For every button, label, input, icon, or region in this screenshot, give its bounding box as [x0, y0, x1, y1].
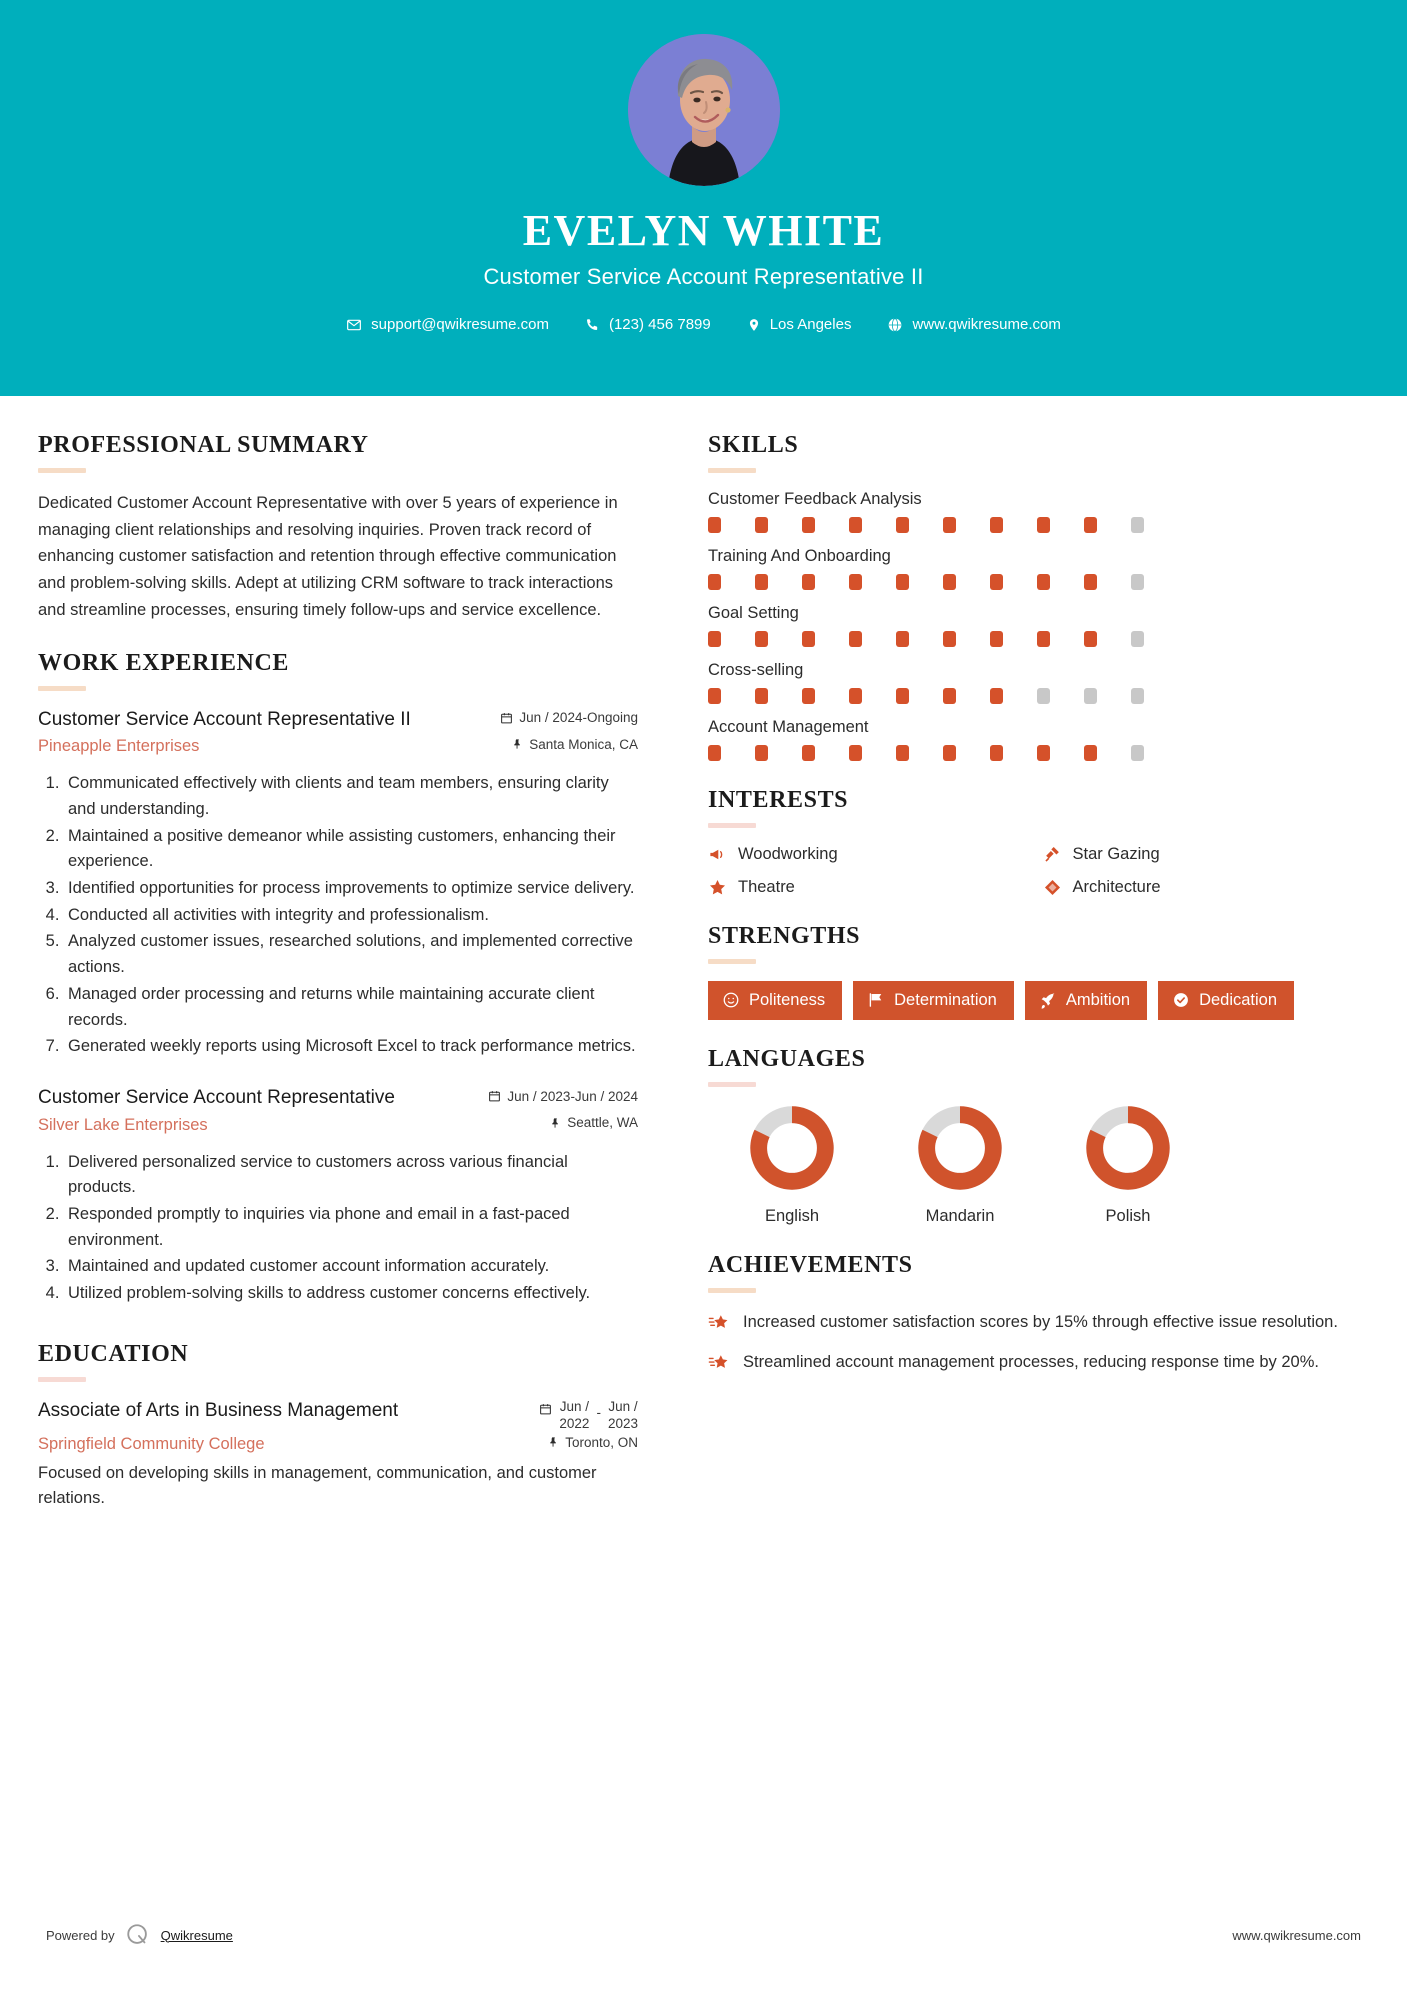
education-location-text: Toronto, ON — [565, 1434, 638, 1450]
skill-dot — [708, 688, 721, 704]
skill-rating — [708, 574, 1369, 590]
job-location-text: Santa Monica, CA — [529, 736, 638, 752]
interest-item — [1043, 845, 1370, 864]
skill-rating — [708, 517, 1369, 533]
skill-name: Cross-selling — [708, 661, 804, 679]
education-date-end — [608, 1399, 638, 1433]
job-location — [512, 737, 638, 752]
page-footer — [0, 1922, 1407, 1948]
skill-dot — [1037, 574, 1050, 590]
skill-dot — [708, 574, 721, 590]
hammer-icon — [1043, 845, 1062, 864]
contact-phone[interactable] — [585, 316, 711, 333]
skill-name: Training And Onboarding — [708, 547, 891, 565]
skill-name: Customer Feedback Analysis — [708, 490, 922, 508]
bullet: 2. Maintained a positive demeanor while assisting customers, enhancing their experience. — [64, 824, 638, 875]
education-degree: Associate of Arts in Business Management — [38, 1399, 399, 1421]
rocket-icon — [1039, 991, 1057, 1009]
language-label: English — [764, 1206, 820, 1225]
strengths-list — [708, 981, 1369, 1020]
skill-dot — [943, 631, 956, 647]
contact-email-text: support@qwikresume.com — [371, 316, 549, 334]
skill-dot — [849, 574, 862, 590]
skill-dot — [755, 574, 768, 590]
footer-powered-by-label: Powered by — [46, 1927, 115, 1943]
section-rule — [38, 1377, 86, 1382]
education-date-start-line1: Jun / — [559, 1398, 590, 1414]
language-item — [708, 1104, 876, 1226]
strength-label: Dedication — [1199, 991, 1278, 1009]
contact-website-text: www.qwikresume.com — [912, 316, 1061, 334]
education-date-start — [559, 1399, 589, 1433]
education-date-end-line1: Jun / — [608, 1398, 638, 1414]
skill-dot — [708, 517, 721, 533]
skill-dot — [802, 688, 815, 704]
skill-dot — [849, 631, 862, 647]
skill-dot — [1037, 688, 1050, 704]
contact-email[interactable] — [346, 316, 549, 333]
skill-item — [708, 604, 1369, 647]
education-location — [548, 1435, 638, 1450]
interest-label: Theatre — [738, 878, 795, 896]
section-rule — [708, 1288, 756, 1293]
interest-item — [708, 878, 1035, 897]
globe-icon — [887, 317, 903, 333]
skill-dot — [849, 745, 862, 761]
section-languages — [708, 1046, 1369, 1226]
pin-icon — [512, 737, 523, 751]
languages-row — [708, 1104, 1369, 1226]
skill-rating — [708, 688, 1369, 704]
section-rule — [708, 959, 756, 964]
interest-label: Star Gazing — [1072, 845, 1160, 863]
bullet: 1. Delivered personalized service to customers across various financial products. — [64, 1150, 638, 1201]
section-strengths — [708, 923, 1369, 1020]
skill-dot — [1037, 745, 1050, 761]
section-title-languages: LANGUAGES — [708, 1045, 866, 1072]
interest-item — [1043, 878, 1370, 897]
language-label: Mandarin — [925, 1206, 995, 1225]
check-circle-icon — [1172, 991, 1190, 1009]
skill-dot — [708, 631, 721, 647]
skill-dot — [755, 517, 768, 533]
job-role: Customer Service Account Representative II — [38, 708, 411, 730]
job-company: Pineapple Enterprises — [38, 737, 200, 756]
strength-label: Determination — [894, 991, 997, 1009]
skill-dot — [802, 574, 815, 590]
qwikresume-logo-icon — [125, 1922, 151, 1948]
resume-header — [0, 0, 1407, 396]
bullet: 2. Responded promptly to inquiries via phone and email in a fast-paced environment. — [64, 1202, 638, 1253]
section-title-skills: SKILLS — [708, 432, 799, 458]
section-rule — [708, 468, 756, 473]
calendar-icon — [539, 1402, 552, 1416]
interest-label: Woodworking — [738, 845, 838, 863]
achievement-item — [708, 1310, 1369, 1335]
skill-dot — [1084, 688, 1097, 704]
skill-dot — [990, 631, 1003, 647]
job-location — [550, 1115, 638, 1130]
section-rule — [708, 1082, 756, 1087]
pin-icon — [550, 1116, 561, 1130]
shooting-star-icon — [708, 1352, 730, 1374]
skill-dot — [896, 517, 909, 533]
skill-dot — [802, 631, 815, 647]
skill-dot — [943, 745, 956, 761]
strength-tag-dedication[interactable] — [1158, 981, 1294, 1020]
job-bullets — [64, 1150, 638, 1307]
section-professional-summary — [38, 432, 638, 624]
section-title-summary: PROFESSIONAL SUMMARY — [38, 432, 369, 458]
bullet: 7. Generated weekly reports using Microsoft Excel to track performance metrics. — [64, 1034, 638, 1060]
job-dates — [488, 1089, 638, 1104]
section-education — [38, 1341, 638, 1512]
achievement-item — [708, 1350, 1369, 1375]
experience-item — [38, 1086, 638, 1307]
skill-dot — [990, 574, 1003, 590]
job-title: Customer Service Account Representative II — [483, 264, 924, 290]
bullet: 1. Communicated effectively with clients and team members, ensuring clarity and understanding. — [64, 771, 638, 822]
skill-rating — [708, 745, 1369, 761]
calendar-icon — [488, 1089, 501, 1103]
job-dates-text: Jun / 2024-Ongoing — [519, 710, 638, 726]
strength-tag-ambition[interactable] — [1025, 981, 1147, 1020]
resume-body — [0, 396, 1407, 1538]
skill-dot — [1037, 631, 1050, 647]
section-title-interests: INTERESTS — [708, 787, 849, 813]
achievement-text: Increased customer satisfaction scores by 15% through effective issue resolution. — [743, 1312, 1338, 1331]
education-date-end-line2: 2023 — [607, 1415, 638, 1431]
skill-dot — [943, 688, 956, 704]
page-title: EVELYN WHITE — [522, 206, 885, 255]
skill-dot — [896, 631, 909, 647]
skill-dot — [1084, 574, 1097, 590]
right-column — [676, 432, 1369, 1538]
skill-dot — [943, 574, 956, 590]
experience-item — [38, 708, 638, 1061]
section-rule — [38, 468, 86, 473]
language-donut-chart — [1084, 1104, 1172, 1192]
summary-text: Dedicated Customer Account Representative with over 5 years of experience in managing client relationships and resolving inquiries. Proven track record of enhancing customer satisfaction and retention through effective communication and problem-solving skills. Adept at utilizing CRM software to track interactions and streamline processes, ensuring timely follow-ups and service excellence. — [38, 494, 618, 619]
language-item — [876, 1104, 1044, 1226]
skill-dot — [755, 688, 768, 704]
skill-dot — [896, 688, 909, 704]
footer-brand-link[interactable]: Qwikresume — [160, 1927, 233, 1943]
envelope-icon — [346, 317, 362, 333]
job-dates-text: Jun / 2023-Jun / 2024 — [507, 1088, 638, 1104]
interests-grid — [708, 845, 1369, 897]
contact-phone-text: (123) 456 7899 — [608, 316, 711, 334]
bullet: 3. Identified opportunities for process improvements to optimize service delivery. — [64, 876, 638, 902]
contact-location[interactable] — [747, 316, 852, 333]
contact-location-text: Los Angeles — [769, 316, 852, 334]
skill-rating — [708, 631, 1369, 647]
section-achievements — [708, 1252, 1369, 1376]
skill-dot — [802, 745, 815, 761]
section-title-achievements: ACHIEVEMENTS — [708, 1251, 913, 1278]
strength-tag-politeness[interactable] — [708, 981, 842, 1020]
bullet: 6. Managed order processing and returns while maintaining accurate client records. — [64, 982, 638, 1033]
education-school: Springfield Community College — [38, 1434, 265, 1453]
education-date-start-line2: 2022 — [559, 1415, 590, 1431]
interest-label: Architecture — [1072, 878, 1161, 896]
contact-row — [0, 316, 1407, 333]
skill-item — [708, 547, 1369, 590]
strength-label: Politeness — [749, 991, 826, 1009]
skill-dot — [755, 745, 768, 761]
avatar — [628, 34, 780, 186]
skill-dot — [1084, 745, 1097, 761]
skill-dot — [896, 745, 909, 761]
calendar-icon — [500, 711, 513, 725]
skill-name: Goal Setting — [708, 604, 799, 622]
skill-dot — [990, 688, 1003, 704]
job-company: Silver Lake Enterprises — [38, 1115, 208, 1134]
language-label: Polish — [1105, 1206, 1151, 1225]
section-title-strengths: STRENGTHS — [708, 923, 861, 949]
bullet: 4. Conducted all activities with integrity and professionalism. — [64, 903, 638, 929]
education-date-separator: - — [596, 1404, 601, 1420]
job-location-text: Seattle, WA — [567, 1115, 638, 1131]
star-icon — [708, 878, 727, 897]
skill-dot — [896, 574, 909, 590]
job-role: Customer Service Account Representative — [38, 1087, 395, 1109]
shooting-star-icon — [708, 1312, 730, 1334]
footer-website[interactable]: www.qwikresume.com — [1232, 1927, 1361, 1943]
smiley-icon — [722, 991, 740, 1009]
strength-label: Ambition — [1065, 991, 1131, 1009]
section-rule — [38, 686, 86, 691]
skill-dot — [849, 517, 862, 533]
skill-dot — [1084, 517, 1097, 533]
achievement-text: Streamlined account management processes, reducing response time by 20%. — [743, 1353, 1319, 1372]
skill-dot — [708, 745, 721, 761]
section-skills — [708, 432, 1369, 761]
bullet: 3. Maintained and updated customer account information accurately. — [64, 1254, 638, 1280]
education-item — [38, 1399, 638, 1512]
job-dates — [500, 710, 638, 725]
footer-brand — [46, 1922, 233, 1948]
skill-dot — [849, 688, 862, 704]
section-rule — [708, 823, 756, 828]
skill-item — [708, 490, 1369, 533]
skill-dot — [1131, 517, 1144, 533]
skill-dot — [802, 517, 815, 533]
contact-website[interactable] — [887, 316, 1060, 333]
language-donut-chart — [916, 1104, 1004, 1192]
section-work-experience — [38, 650, 638, 1307]
megaphone-icon — [708, 845, 727, 864]
avatar-photo — [628, 34, 780, 186]
skill-dot — [990, 517, 1003, 533]
skill-dot — [1037, 517, 1050, 533]
language-item — [1044, 1104, 1212, 1226]
skill-dot — [1084, 631, 1097, 647]
skill-dot — [1131, 574, 1144, 590]
section-title-education: EDUCATION — [38, 1340, 189, 1367]
education-description: Focused on developing skills in management, communication, and customer relations. — [38, 1463, 597, 1508]
skill-dot — [1131, 631, 1144, 647]
map-pin-icon — [747, 317, 761, 333]
section-interests — [708, 787, 1369, 897]
pin-icon — [548, 1435, 559, 1449]
bullet: 5. Analyzed customer issues, researched solutions, and implemented corrective actions. — [64, 929, 638, 980]
skill-item — [708, 661, 1369, 704]
skill-item — [708, 718, 1369, 761]
section-title-experience: WORK EXPERIENCE — [38, 649, 290, 676]
education-dates — [539, 1399, 638, 1433]
job-bullets — [64, 771, 638, 1060]
flag-icon — [867, 991, 885, 1009]
skill-dot — [1131, 688, 1144, 704]
interest-item — [708, 845, 1035, 864]
skill-dot — [1131, 745, 1144, 761]
skill-name: Account Management — [708, 718, 869, 736]
strength-tag-determination[interactable] — [853, 981, 1014, 1020]
left-column — [38, 432, 638, 1538]
bullet: 4. Utilized problem-solving skills to address customer concerns effectively. — [64, 1281, 638, 1307]
skill-dot — [943, 517, 956, 533]
skill-dot — [990, 745, 1003, 761]
phone-icon — [585, 317, 600, 332]
language-donut-chart — [748, 1104, 836, 1192]
diamond-icon — [1043, 878, 1062, 897]
skill-dot — [755, 631, 768, 647]
